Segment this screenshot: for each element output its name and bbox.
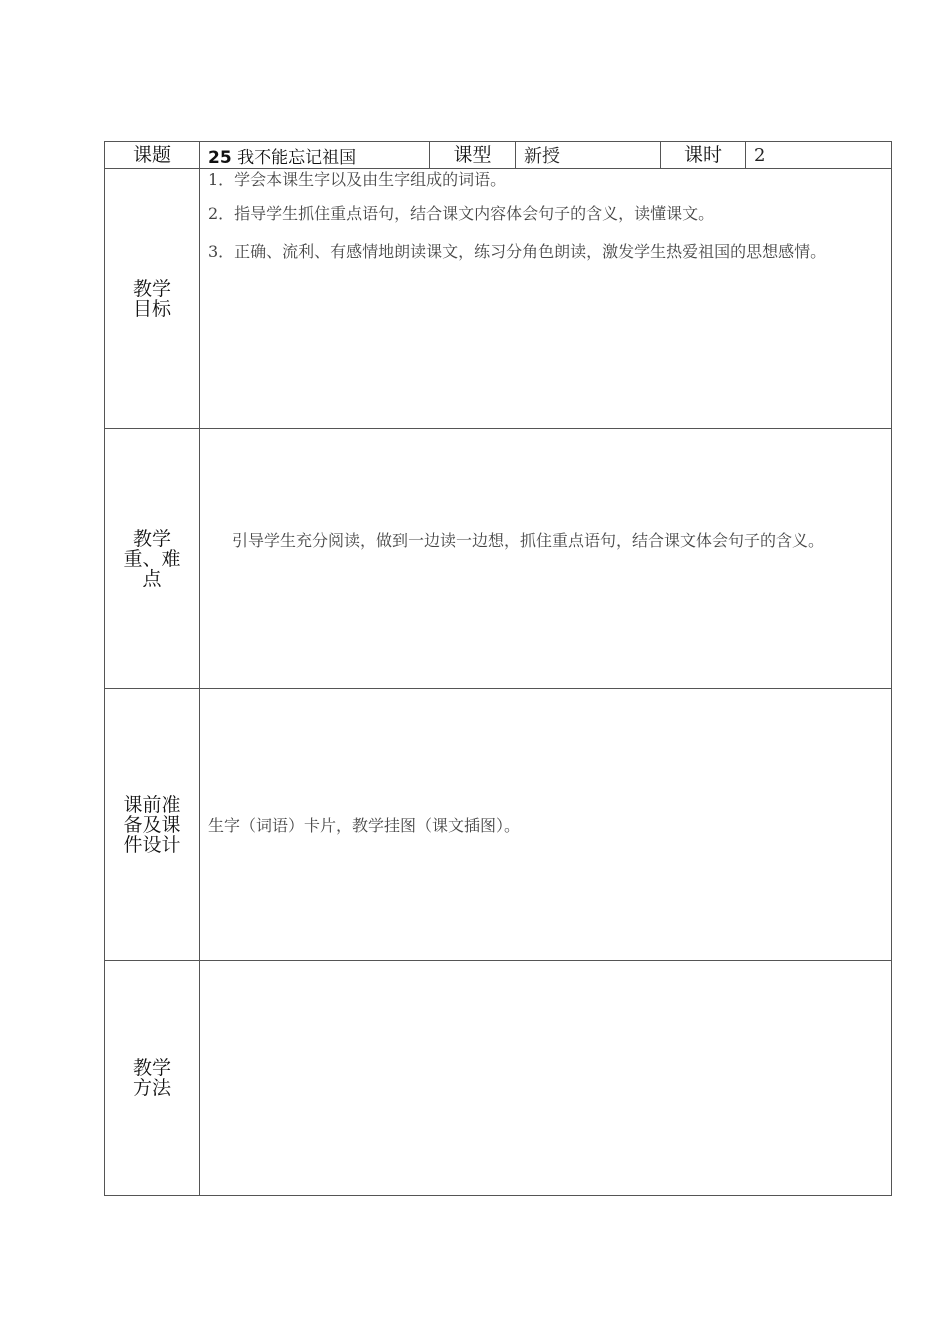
- topic-title: 我不能忘记祖国: [237, 147, 357, 168]
- goal-item: 3．正确、流利、有感情地朗读课文，练习分角色朗读，激发学生热爱祖国的思想感情。: [208, 242, 827, 261]
- lesson-plan-table: [104, 141, 892, 1196]
- prep-label-line: 课前准: [123, 793, 181, 816]
- focus-row: [105, 429, 892, 689]
- focus-label-line: 重、难: [123, 547, 181, 570]
- focus-label: [105, 429, 200, 689]
- prep-row: [105, 689, 892, 961]
- goals-content: [200, 169, 892, 429]
- focus-content: [200, 429, 892, 689]
- goals-label: [105, 169, 200, 429]
- prep-content: [200, 689, 892, 961]
- method-label-line: 方法: [132, 1077, 171, 1099]
- hours-value: 2: [746, 142, 892, 169]
- prep-label-line: 备及课: [123, 813, 181, 836]
- prep-label-line: 件设计: [123, 833, 181, 856]
- method-label: [105, 961, 200, 1196]
- method-label-line: 教学: [132, 1057, 171, 1079]
- prep-text: 生字（词语）卡片，教学挂图（课文插图）。: [208, 816, 521, 835]
- prep-label: [105, 689, 200, 961]
- focus-label-line: 点: [142, 567, 162, 590]
- header-row: [105, 142, 892, 169]
- focus-text: 引导学生充分阅读，做到一边读一边想，抓住重点语句，结合课文体会句子的含义。: [232, 530, 825, 550]
- type-value: 新授: [516, 142, 661, 169]
- hours-label: 课时: [661, 142, 746, 169]
- goals-row: [105, 169, 892, 429]
- goals-label-line: 教学: [132, 277, 171, 300]
- method-content: [200, 961, 892, 1196]
- focus-label-line: 教学: [132, 527, 171, 550]
- goal-item: 1．学会本课生字以及由生字组成的词语。: [208, 170, 507, 189]
- goal-item: 2．指导学生抓住重点语句，结合课文内容体会句子的含义，读懂课文。: [208, 204, 715, 223]
- topic-label: 课题: [105, 142, 200, 169]
- goals-label-line: 目标: [132, 297, 171, 320]
- method-row: [105, 961, 892, 1196]
- topic-number: 25: [208, 147, 232, 168]
- topic-value: [200, 142, 430, 169]
- type-label: 课型: [430, 142, 516, 169]
